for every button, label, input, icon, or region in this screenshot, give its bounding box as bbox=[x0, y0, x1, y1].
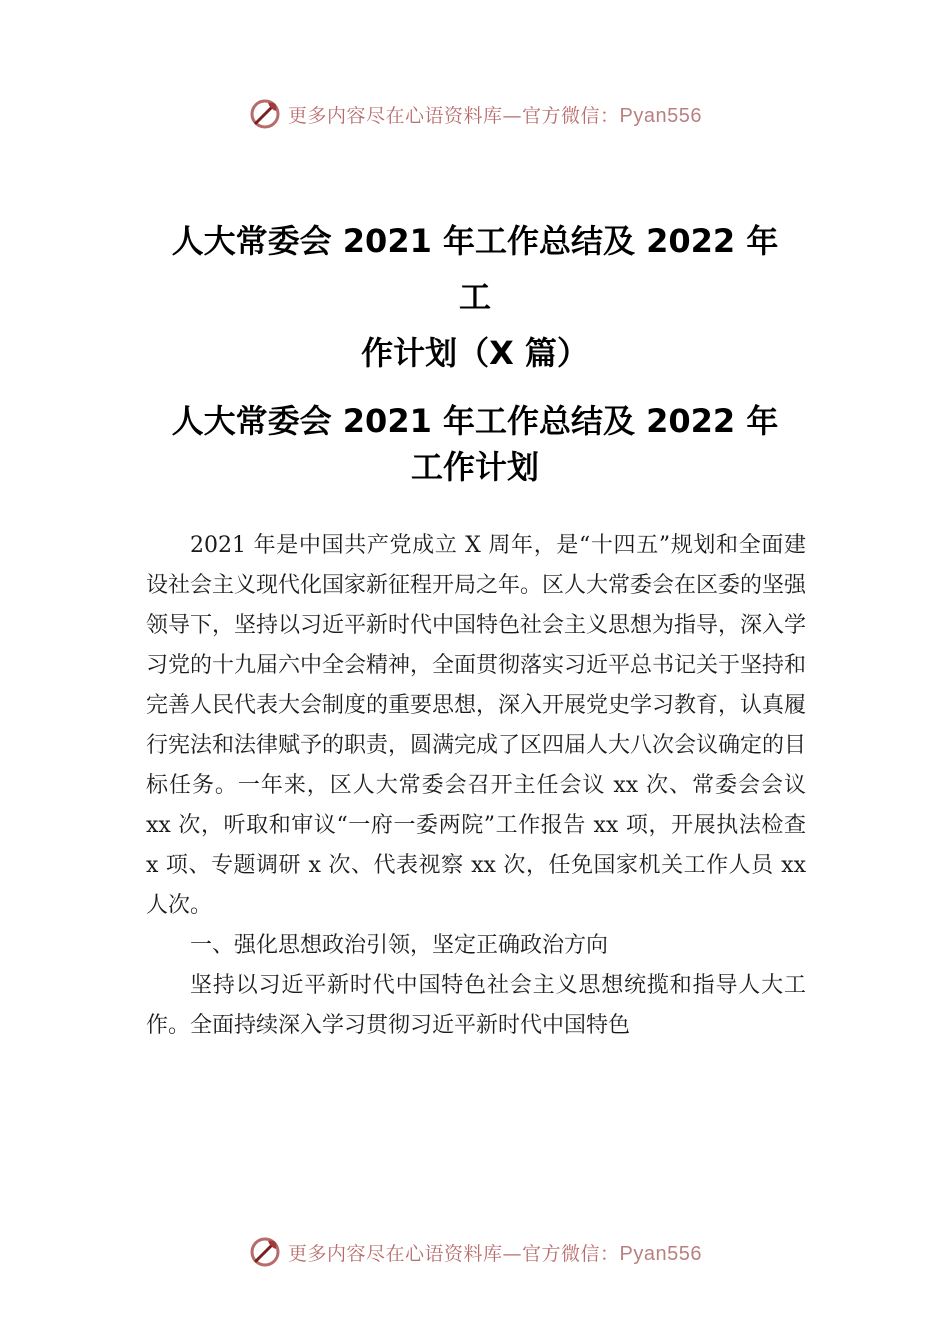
watermark-text bbox=[288, 101, 702, 128]
header-watermark bbox=[0, 94, 950, 134]
document-body bbox=[146, 526, 806, 1046]
sub-title-line-2: 工作计划 bbox=[410, 448, 539, 486]
watermark-text bbox=[288, 1239, 702, 1266]
watermark-wechat-id: Pyan556 bbox=[619, 104, 702, 127]
watermark-separator: — bbox=[502, 104, 523, 127]
sub-title-line-1: 人大常委会 2021 年工作总结及 2022 年 bbox=[171, 402, 779, 440]
body-paragraph-section-1: 坚持以习近平新时代中国特色社会主义思想统揽和指导人大工作。全面持续深入学习贯彻习近平新时代中国特色 bbox=[146, 973, 806, 1038]
quill-logo-icon bbox=[248, 1235, 282, 1269]
quill-logo-icon bbox=[248, 97, 282, 131]
watermark-separator: — bbox=[502, 1242, 523, 1265]
watermark-brand: 更多内容尽在心语资料库 bbox=[288, 1242, 503, 1265]
main-title-line-3: 作计划（X 篇） bbox=[361, 334, 589, 372]
watermark-wechat-label: 官方微信： bbox=[522, 104, 620, 127]
watermark-wechat-label: 官方微信： bbox=[522, 1242, 620, 1265]
body-paragraph-intro: 2021 年是中国共产党成立 X 周年，是“十四五”规划和全面建设社会主义现代化国家新征程开局之年。区人大常委会在区委的坚强领导下，坚持以习近平新时代中国特色社会主义思想为指导，深入学习党的十九届六中全会精神，全面贯彻落实习近平总书记关于坚持和完善人民代表大会制度的重要思想，深入开展党史学习教育，认真履行宪法和法律赋予的职责，圆满完成了区四届人大八次会议确定的目标任务。一年来，区人大常委会召开主任会议 xx 次、常委会会议 xx 次，听取和审议“一府一委两院”工作报告 xx 项，开展执法检查 x 项、专题调研 x 次、代表视察 xx 次，任免国家机关工作人员 xx 人次。 bbox=[146, 533, 807, 918]
document-sub-title bbox=[0, 398, 950, 490]
footer-watermark bbox=[0, 1232, 950, 1272]
main-title-line-1: 人大常委会 2021 年工作总结及 2022 年 bbox=[171, 222, 779, 260]
document-main-title bbox=[0, 213, 950, 381]
watermark-brand: 更多内容尽在心语资料库 bbox=[288, 104, 503, 127]
main-title-line-2: 工 bbox=[458, 278, 491, 316]
section-heading-1: 一、强化思想政治引领，坚定正确政治方向 bbox=[190, 933, 609, 958]
watermark-wechat-id: Pyan556 bbox=[619, 1242, 702, 1265]
